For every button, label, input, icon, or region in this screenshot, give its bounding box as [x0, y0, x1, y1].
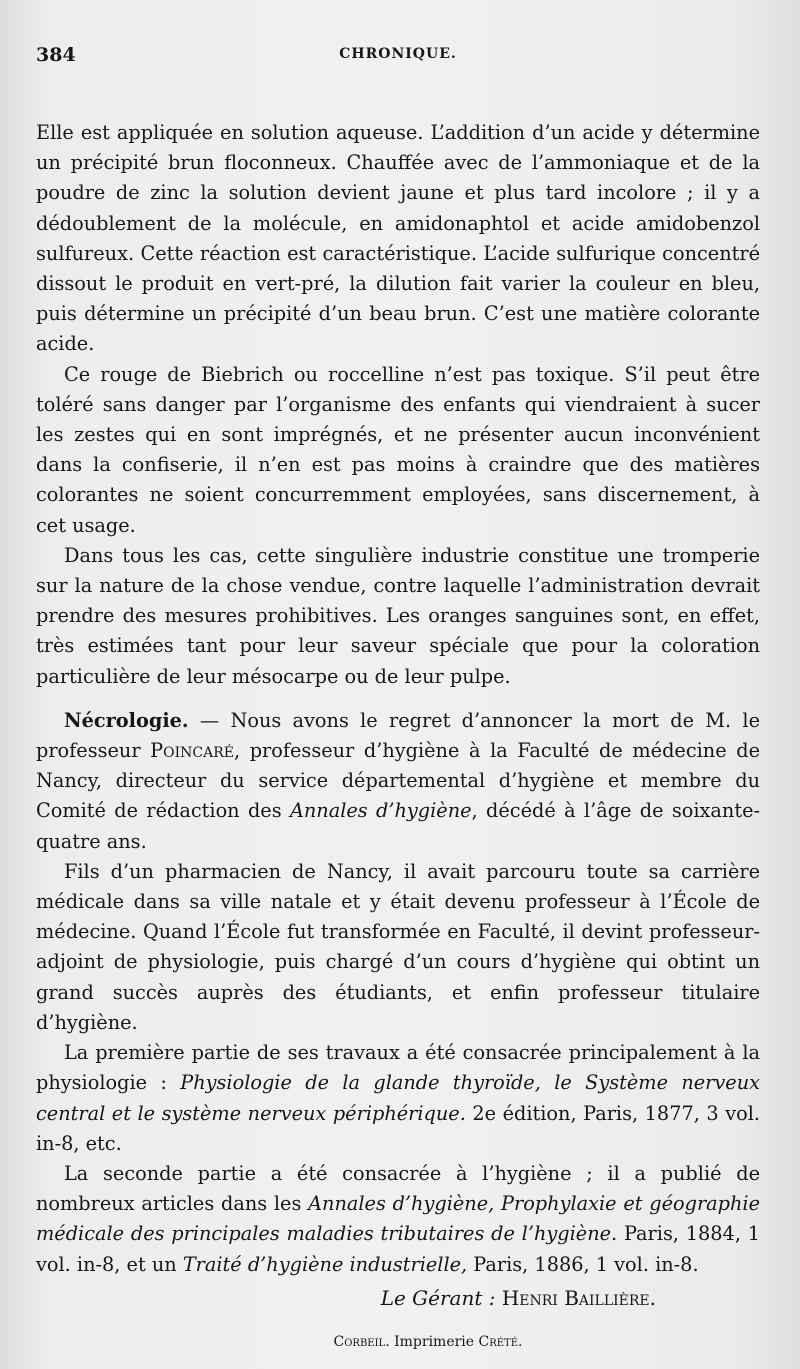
- text-run: , décédé à l’âge de soixante-quatre ans.: [36, 799, 761, 853]
- printer-imprint: [36, 1334, 760, 1350]
- text-run: — Nous avons le regret d’annoncer la mort de M. le professeur: [36, 708, 760, 763]
- page-number: 384: [36, 44, 76, 66]
- paragraph: Elle est appliquée en solution aqueuse. L’addition d’un acide y détermine un précipité brun floconneux. Chauffée avec de l’ammoniaque et de la poudre de zinc la solution devient jaune et plus tard incolore ; il y a dédoublement de la molécule, en amidonaphtol et acide amidobenzol sulfureux. Cette réaction est caractéristique. L’acide sulfurique concentré dissout le produit en vert-pré, la dilution fait varier la couleur en bleu, puis détermine un précipité d’un beau brun. C’est une matière colorante acide.: [36, 121, 760, 356]
- running-title: CHRONIQUE.: [339, 46, 457, 62]
- text-run: 2e édition, Paris, 1877, 3 vol. in-8, etc.: [36, 1101, 760, 1155]
- necrology-paragraph: [36, 706, 760, 857]
- running-head: [36, 40, 760, 70]
- paragraph: [36, 1159, 760, 1280]
- signature-name: Henri Baillière.: [501, 1285, 656, 1310]
- text-run: Paris, 1884, 1 vol. in-8, et un: [36, 1222, 760, 1276]
- signature: [36, 1286, 760, 1310]
- necrology-heading: Nécrologie.: [64, 708, 189, 732]
- text-run: , professeur d’hygiène à la Faculté de médecine de Nancy, directeur du service départemental d’hygiène et membre du Comité de rédaction des: [36, 739, 760, 823]
- work-titles: Physiologie de la glande thyroïde, le Système nerveux central et le système nerveux périphérique.: [36, 1071, 760, 1125]
- signature-label: Le Gérant :: [380, 1285, 496, 1310]
- paragraph: Ce rouge de Biebrich ou roccelline n’est pas toxique. S’il peut être toléré sans danger par l’organisme des enfants qui viendraient à sucer les zestes qui en sont imprégnés, et ne présenter aucun inconvénient dans la confiserie, il n’en est pas moins à craindre que des matières colorantes ne soient concurremment employées, sans discernement, à cet usage.: [36, 362, 760, 537]
- text-run: Paris, 1886, 1 vol. in-8.: [467, 1252, 699, 1276]
- work-title: Traité d’hygiène industrielle,: [182, 1252, 468, 1276]
- article-body: [36, 118, 760, 1280]
- journal-title: Annales d’hygiène: [289, 799, 472, 823]
- paragraph: [36, 1038, 760, 1159]
- person-name: Poincaré: [150, 739, 234, 763]
- paragraph: Dans tous les cas, cette singulière industrie constitue une tromperie sur la nature de la chose vendue, contre laquelle l’administration devrait prendre des mesures prohibitives. Les oranges sanguines sont, en effet, très estimées tant pour leur saveur spéciale que pour la coloration particulière de leur mésocarpe ou de leur pulpe.: [36, 543, 760, 688]
- text-run: La première partie de ses travaux a été consacrée principalement à la physiologie :: [36, 1041, 760, 1095]
- printer-name: Crété.: [478, 1333, 523, 1350]
- text-run: La seconde partie a été consacrée à l’hygiène ; il a publié de nombreux articles dans les: [36, 1161, 760, 1216]
- printer-city: Corbeil.: [333, 1333, 390, 1350]
- printer-text: Imprimerie: [394, 1333, 475, 1350]
- paragraph: Fils d’un pharmacien de Nancy, il avait parcouru toute sa carrière médicale dans sa ville natale et y était devenu professeur à l’École de médecine. Quand l’École fut transformée en Faculté, il devint professeur-adjoint de physiologie, puis chargé d’un cours d’hygiène qui obtint un grand succès auprès des étudiants, et enfin professeur titulaire d’hygiène.: [36, 859, 760, 1034]
- work-titles: Annales d’hygiène, Prophylaxie et géographie médicale des principales maladies tributaires de l’hygiène.: [36, 1192, 760, 1246]
